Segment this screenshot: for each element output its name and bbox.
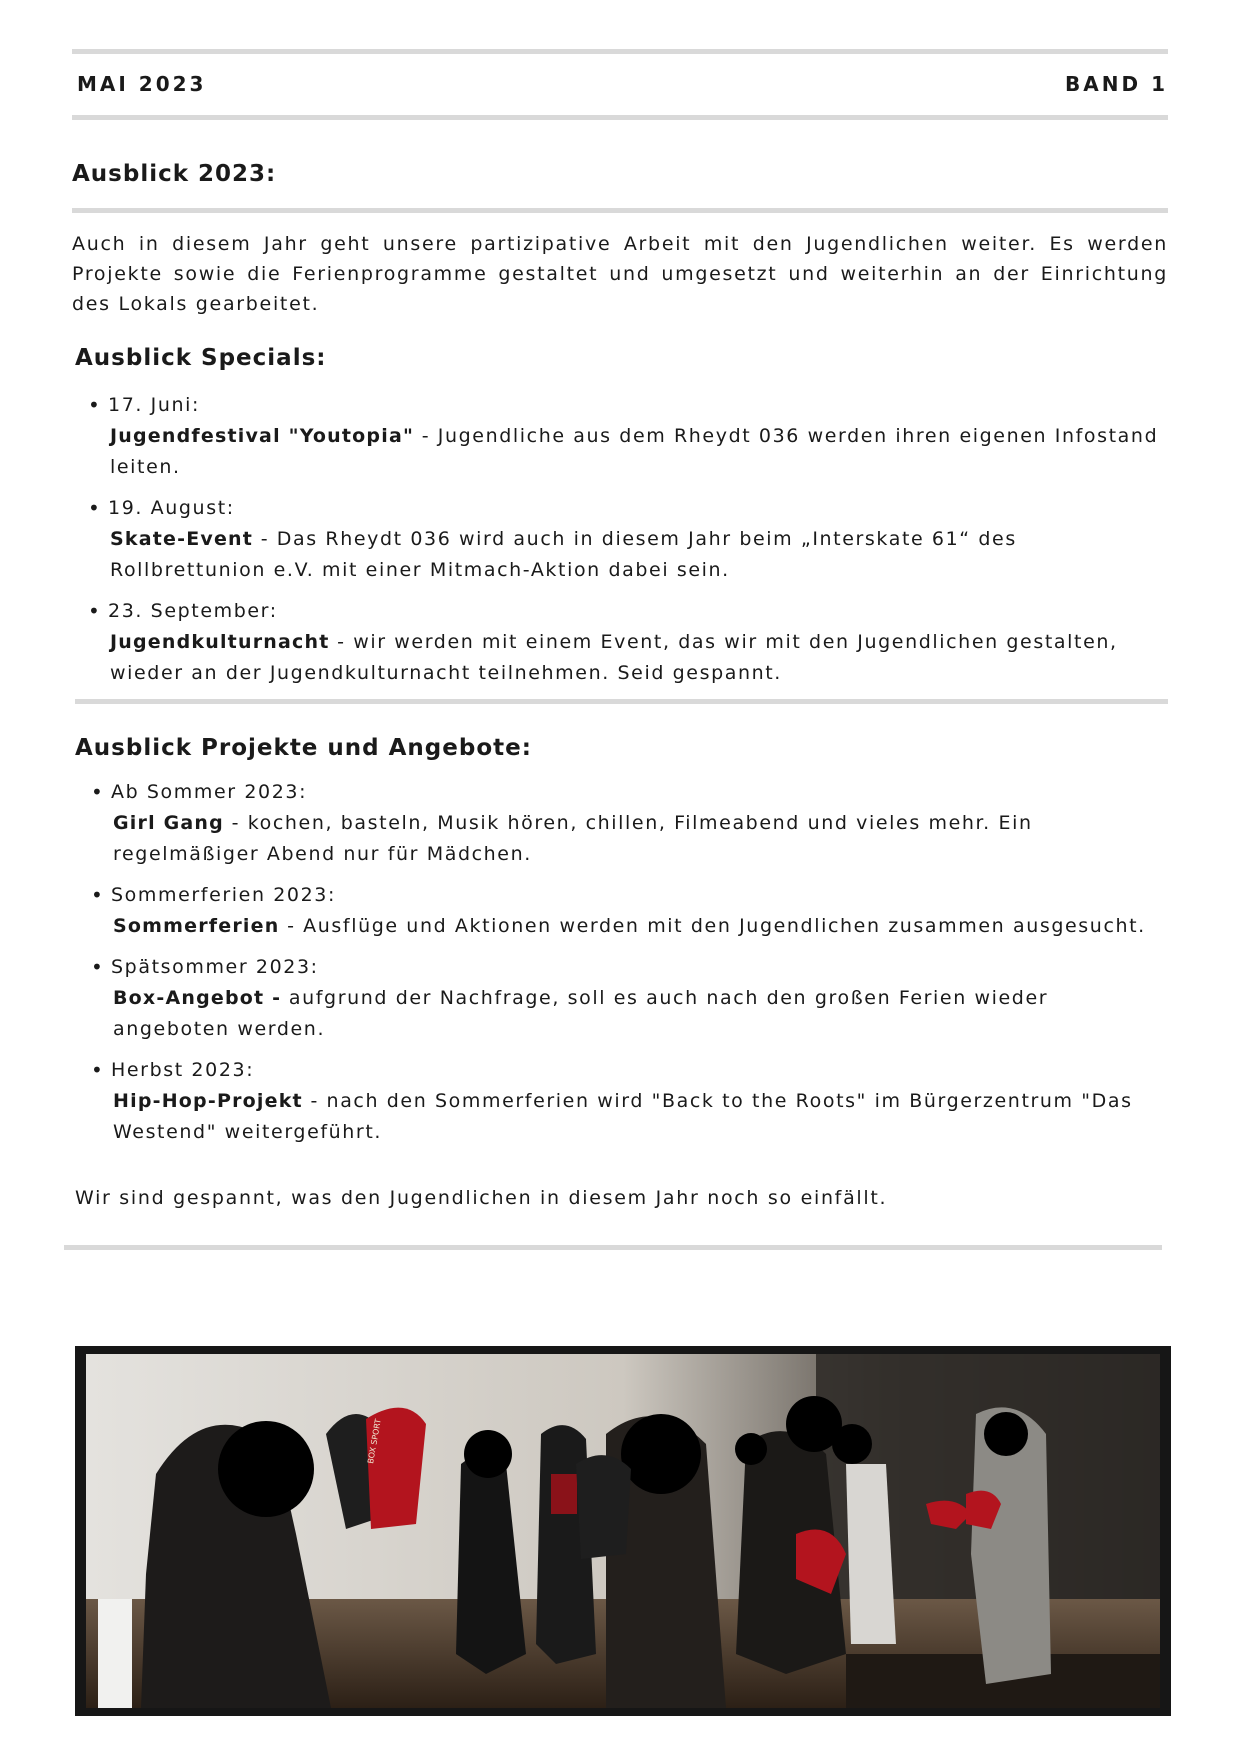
item-description bbox=[108, 627, 1168, 689]
list-item bbox=[88, 390, 1168, 483]
list-item bbox=[88, 493, 1168, 586]
boxing-photo-frame bbox=[75, 1346, 1171, 1716]
section-title-ausblick: Ausblick 2023: bbox=[72, 161, 277, 187]
item-text: - nach den Sommerferien wird "Back to the Roots" im Bürgerzentrum "Das Westend" weitergeführt. bbox=[113, 1090, 1133, 1143]
list-item bbox=[88, 596, 1168, 689]
specials-list bbox=[88, 390, 1168, 699]
item-date: Ab Sommer 2023: bbox=[111, 781, 308, 803]
section-rule bbox=[75, 699, 1168, 704]
issue-band: BAND 1 bbox=[1065, 72, 1168, 96]
item-text: aufgrund der Nachfrage, soll es auch nach den großen Ferien wieder angeboten werden. bbox=[113, 987, 1049, 1040]
list-item bbox=[91, 952, 1168, 1045]
item-description bbox=[108, 421, 1168, 483]
item-text: - Das Rheydt 036 wird auch in diesem Jahr beim „Interskate 61“ des Rollbrettunion e.V. mit einer Mitmach-Aktion dabei sein. bbox=[110, 528, 1017, 581]
item-description bbox=[111, 911, 1168, 942]
issue-date: MAI 2023 bbox=[77, 72, 207, 96]
section-rule bbox=[64, 1245, 1162, 1250]
list-item bbox=[91, 880, 1168, 942]
item-name: Sommerferien bbox=[113, 915, 280, 937]
section-title-projekte: Ausblick Projekte und Angebote: bbox=[75, 735, 532, 761]
header-top-rule bbox=[72, 49, 1168, 54]
item-text: - wir werden mit einem Event, das wir mit den Jugendlichen gestalten, wieder an der Jugendkulturnacht teilnehmen. Seid gespannt. bbox=[110, 631, 1118, 684]
item-text: - Ausflüge und Aktionen werden mit den Jugendlichen zusammen ausgesucht. bbox=[279, 915, 1146, 937]
item-date: 23. September: bbox=[108, 600, 278, 622]
item-date: Sommerferien 2023: bbox=[111, 884, 336, 906]
section-rule bbox=[72, 208, 1168, 213]
item-date: 19. August: bbox=[108, 497, 235, 519]
section-title-specials: Ausblick Specials: bbox=[75, 345, 327, 371]
item-description bbox=[111, 983, 1168, 1045]
item-name: Hip-Hop-Projekt bbox=[113, 1090, 303, 1112]
closing-paragraph: Wir sind gespannt, was den Jugendlichen in diesem Jahr noch so einfällt. bbox=[75, 1187, 888, 1209]
header-bottom-rule bbox=[72, 115, 1168, 120]
item-name: Jugendkulturnacht bbox=[110, 631, 330, 653]
boxing-photo bbox=[86, 1354, 1160, 1708]
item-description bbox=[108, 524, 1168, 586]
item-text: - kochen, basteln, Musik hören, chillen, Filmeabend und vieles mehr. Ein regelmäßiger Abend nur für Mädchen. bbox=[113, 812, 1033, 865]
glove-label: BOX SPORT bbox=[366, 1418, 383, 1465]
item-description bbox=[111, 808, 1168, 870]
projekte-list bbox=[91, 777, 1168, 1158]
item-name: Girl Gang bbox=[113, 812, 224, 834]
pillar bbox=[98, 1599, 132, 1708]
ausblick-paragraph: Auch in diesem Jahr geht unsere partizipative Arbeit mit den Jugendlichen weiter. Es werden Projekte sowie die Ferienprogramme gestaltet und umgesetzt und weiterhin an der Einrichtung des Lokals gearbeitet. bbox=[72, 233, 1168, 315]
list-item bbox=[91, 1055, 1168, 1148]
item-name: Skate-Event bbox=[110, 528, 254, 550]
list-item bbox=[91, 777, 1168, 870]
item-date: Herbst 2023: bbox=[111, 1059, 255, 1081]
item-text: - Jugendliche aus dem Rheydt 036 werden ihren eigenen Infostand leiten. bbox=[110, 425, 1159, 478]
item-date: Spätsommer 2023: bbox=[111, 956, 319, 978]
item-name: Box-Angebot - bbox=[113, 987, 282, 1009]
item-name: Jugendfestival "Youtopia" bbox=[110, 425, 415, 447]
item-date: 17. Juni: bbox=[108, 394, 201, 416]
item-description bbox=[111, 1086, 1168, 1148]
